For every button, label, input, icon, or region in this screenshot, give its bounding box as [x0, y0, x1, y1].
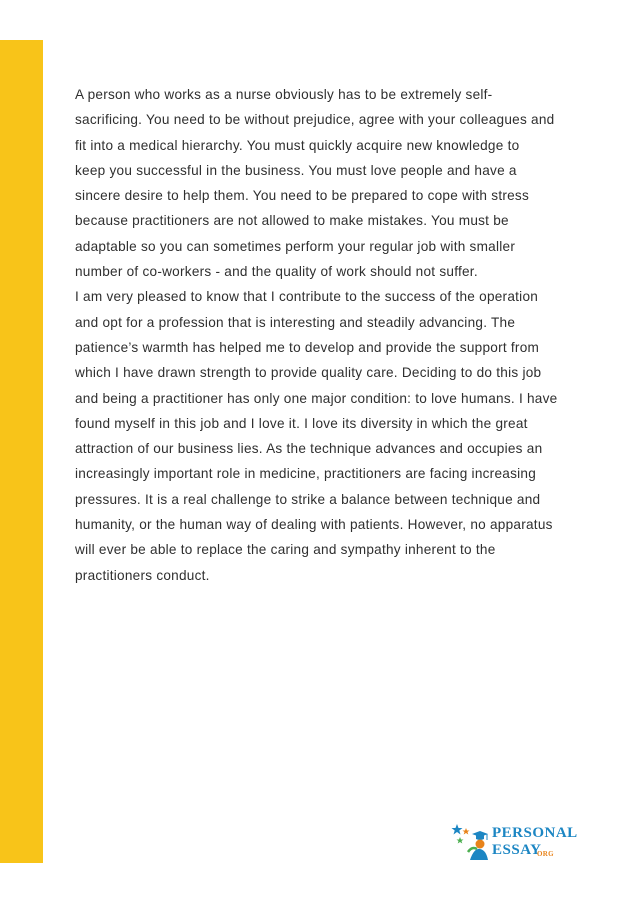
- essay-body: [75, 82, 593, 588]
- text-line: fit into a medical hierarchy. You must quickly acquire new knowledge to: [75, 137, 520, 153]
- text-line: practitioners conduct.: [75, 567, 210, 583]
- paragraph-1: [75, 82, 593, 284]
- text-line: attraction of our business lies. As the technique advances and occupies an: [75, 441, 543, 457]
- text-line: found myself in this job and I love it. I love its diversity in which the great: [75, 415, 528, 431]
- text-line: will ever be able to replace the caring and sympathy inherent to the: [75, 542, 496, 558]
- text-line: patience’s warmth has helped me to develop and provide the support from: [75, 339, 540, 355]
- text-line: and being a practitioner has only one major condition: to love humans. I have: [75, 390, 558, 406]
- logo-text-personal: PERSONAL: [492, 825, 578, 841]
- text-line: number of co-workers - and the quality of work should not suffer.: [75, 264, 478, 280]
- text-line: which I have drawn strength to provide quality care. Deciding to do this job: [75, 365, 542, 381]
- logo-text-org: ORG: [537, 850, 554, 858]
- personal-essay-logo[interactable]: [450, 822, 580, 862]
- paragraph-2: [75, 284, 593, 588]
- text-line: because practitioners are not allowed to make mistakes. You must be: [75, 213, 509, 229]
- logo-text-essay: ESSAY: [492, 842, 542, 858]
- text-line: and opt for a profession that is interesting and steadily advancing. The: [75, 314, 516, 330]
- text-line: I am very pleased to know that I contribute to the success of the operation: [75, 289, 539, 305]
- text-line: keep you successful in the business. You must love people and have a: [75, 162, 517, 178]
- graduate-star-icon: [450, 822, 490, 862]
- text-line: pressures. It is a real challenge to strike a balance between technique and: [75, 491, 541, 507]
- text-line: A person who works as a nurse obviously has to be extremely self-: [75, 87, 493, 102]
- text-line: sincere desire to help them. You need to be prepared to cope with stress: [75, 188, 530, 204]
- text-line: sacrificing. You need to be without prejudice, agree with your colleagues and: [75, 112, 555, 128]
- yellow-sidebar: [0, 40, 43, 863]
- text-line: increasingly important role in medicine, practitioners are facing increasing: [75, 466, 537, 482]
- text-line: humanity, or the human way of dealing with patients. However, no apparatus: [75, 517, 553, 533]
- text-line: adaptable so you can sometimes perform your regular job with smaller: [75, 238, 516, 254]
